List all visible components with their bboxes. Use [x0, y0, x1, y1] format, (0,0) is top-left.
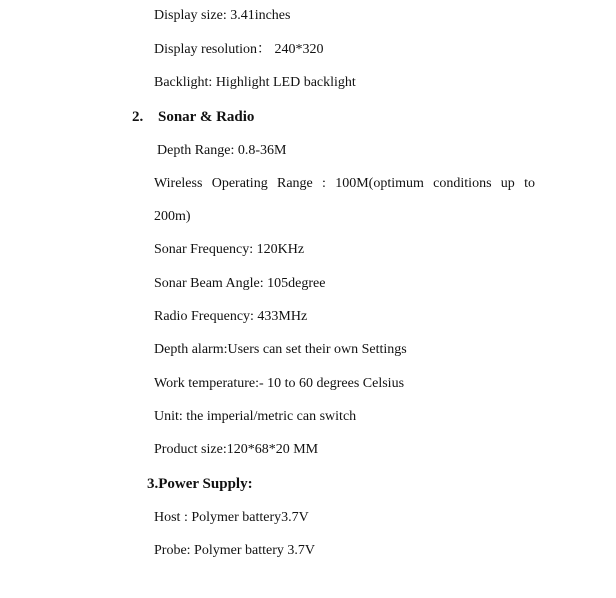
- unit-line: Unit: the imperial/metric can switch: [154, 409, 357, 424]
- wireless-range-continuation: 200m): [154, 209, 191, 224]
- display-resolution-line: Display resolution： 240*320: [154, 42, 324, 57]
- sonar-frequency-line: Sonar Frequency: 120KHz: [154, 242, 305, 257]
- sonar-beam-angle-line: Sonar Beam Angle: 105degree: [154, 276, 326, 291]
- product-size-line: Product size:120*68*20 MM: [154, 442, 319, 457]
- sonar-radio-heading: [132, 107, 254, 127]
- radio-frequency-line: Radio Frequency: 433MHz: [154, 309, 308, 324]
- backlight-line: Backlight: Highlight LED backlight: [154, 75, 356, 90]
- probe-battery-line: Probe: Polymer battery 3.7V: [154, 543, 315, 558]
- depth-alarm-line: Depth alarm:Users can set their own Settings: [154, 342, 407, 357]
- wireless-range-text: Wireless Operating Range : 100M(optimum conditions up to: [154, 176, 535, 191]
- power-supply-heading: 3.Power Supply:: [147, 476, 253, 492]
- section-title: Sonar & Radio: [158, 109, 255, 125]
- wireless-range-line: [154, 175, 535, 193]
- depth-range-line: Depth Range: 0.8-36M: [157, 143, 287, 158]
- display-size-line: Display size: 3.41inches: [154, 8, 291, 23]
- host-battery-line: Host : Polymer battery3.7V: [154, 510, 309, 525]
- work-temperature-line: Work temperature:- 10 to 60 degrees Celsius: [154, 376, 405, 391]
- section-number: 2.: [132, 109, 144, 125]
